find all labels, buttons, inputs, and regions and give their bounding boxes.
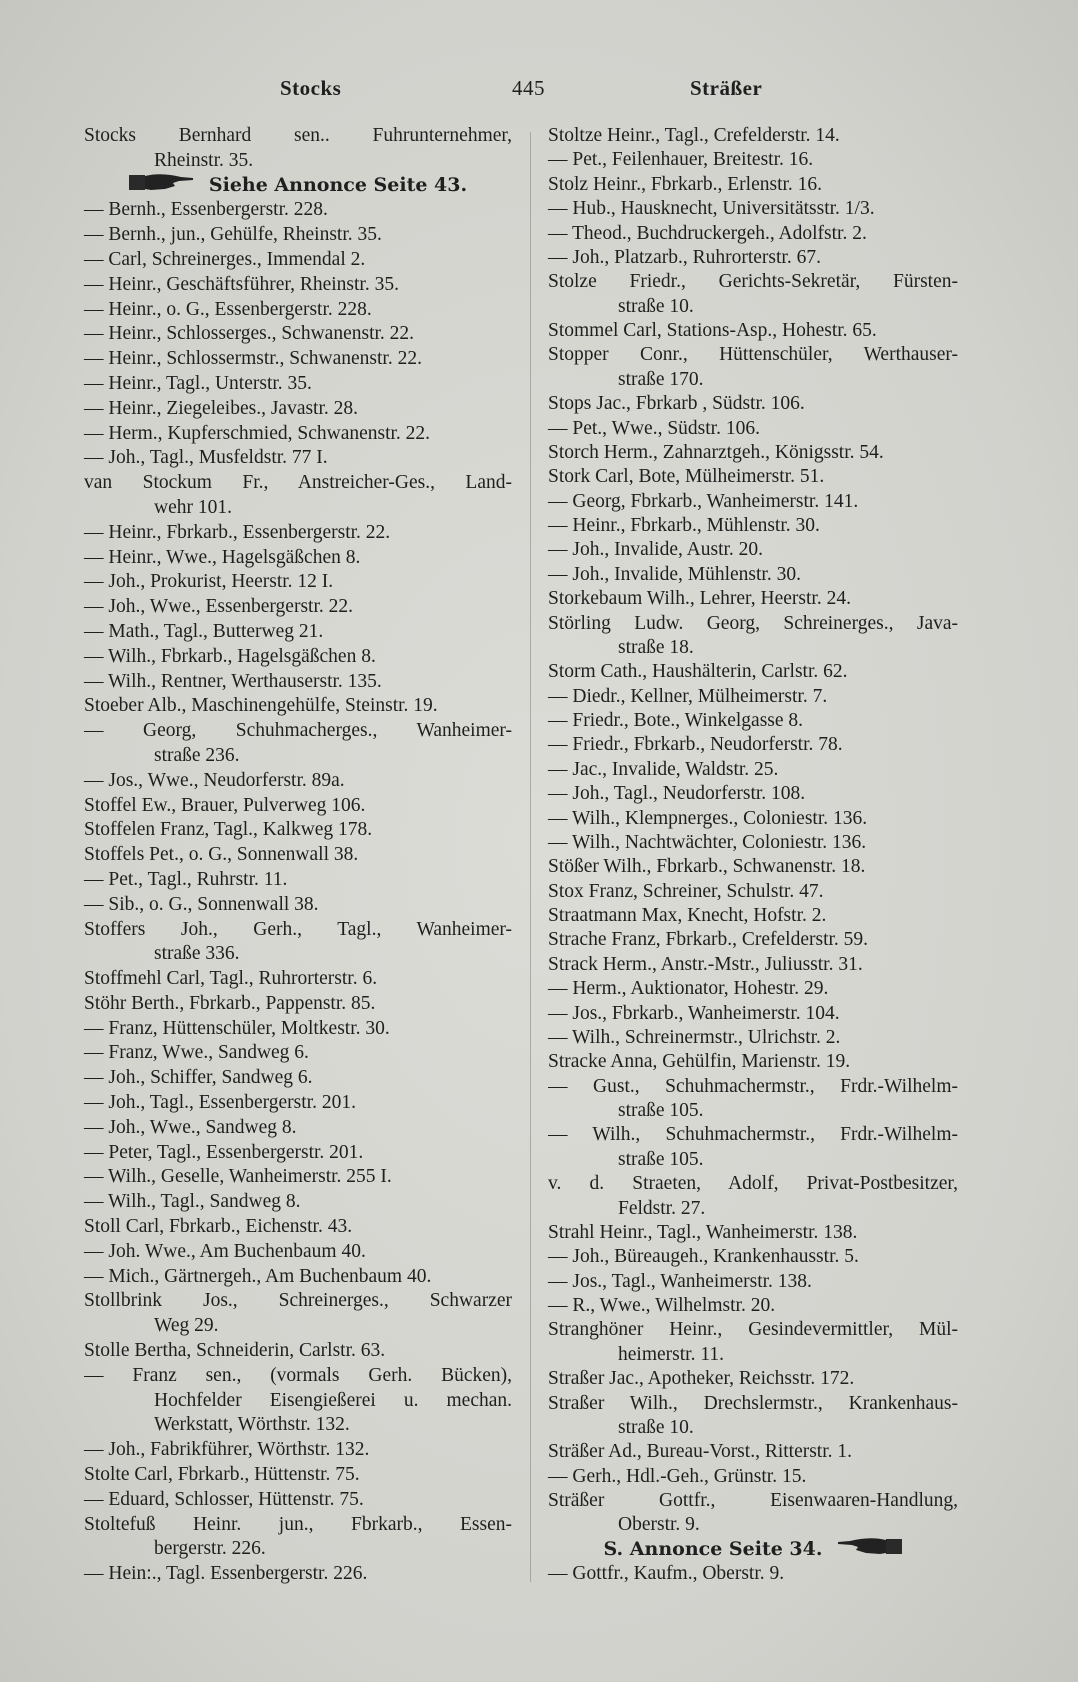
directory-entry: — Jos., Wwe., Neudorferstr. 89a. [84,769,345,791]
directory-entry: Stoeber Alb., Maschinengehülfe, Steinstr. 19. [84,695,438,717]
directory-entry-continuation: Werkstatt, Wörthstr. 132. [154,1414,350,1436]
directory-entry: — Heinr., Fbrkarb., Essenbergerstr. 22. [84,521,391,543]
directory-entry: — Wilh., Rentner, Werthauserstr. 135. [84,670,382,692]
page-number: 445 [512,76,545,100]
directory-entry: — Joh., Wwe., Essenbergerstr. 22. [84,596,353,618]
directory-entry: — Eduard, Schlosser, Hüttenstr. 75. [84,1488,364,1510]
directory-entry: — Bernh., jun., Gehülfe, Rheinstr. 35. [84,224,382,246]
directory-entry: — Wilh., Schreinermstr., Ulrichstr. 2. [548,1026,841,1048]
directory-entry: Stranghöner Heinr., Gesindevermittler, Mül- [548,1319,958,1341]
advertisement-text: S. Annonce Seite 34. [603,1537,823,1560]
directory-entry: — Mich., Gärtnergeh., Am Buchenbaum 40. [84,1265,432,1287]
directory-entry-continuation: straße 105. [618,1100,704,1121]
directory-entry: — Wilh., Schuhmachermstr., Frdr.-Wilhelm- [548,1124,958,1146]
running-head-left: Stocks [280,76,342,100]
directory-entry: — Heinr., o. G., Essenbergerstr. 228. [84,298,372,320]
directory-entry: — Wilh., Geselle, Wanheimerstr. 255 I. [84,1166,392,1188]
running-head-right: Sträßer [690,76,763,100]
directory-entry: — Wilh., Nachtwächter, Coloniestr. 136. [548,831,867,853]
directory-entry: — Pet., Wwe., Südstr. 106. [548,417,760,439]
directory-entry: — Gust., Schuhmachermstr., Frdr.-Wilhelm- [548,1075,958,1097]
directory-entry: — Wilh., Fbrkarb., Hagelsgäßchen 8. [84,645,376,667]
directory-entry: Storm Cath., Haushälterin, Carlstr. 62. [548,661,848,683]
directory-entry: — Sib., o. G., Sonnenwall 38. [84,893,319,915]
directory-entry: — Franz sen., (vormals Gerh. Bücken), [84,1364,512,1386]
pointing-hand-icon [836,1535,902,1563]
directory-entry: — Joh., Platzarb., Ruhrorterstr. 67. [548,246,821,268]
directory-entry: Strack Herm., Anstr.-Mstr., Juliusstr. 31. [548,953,863,975]
directory-entry: Straßer Wilh., Drechslermstr., Krankenhaus- [548,1392,958,1414]
directory-entry-continuation: Feldstr. 27. [618,1197,706,1219]
directory-entry: — Bernh., Essenbergerstr. 228. [84,199,328,221]
directory-entry: — Joh., Tagl., Neudorferstr. 108. [548,783,806,805]
directory-entry: Stolze Friedr., Gerichts-Sekretär, Fürsten- [548,271,958,293]
directory-entry: Strache Franz, Fbrkarb., Crefelderstr. 59. [548,929,869,951]
directory-entry: — Gottfr., Kaufm., Oberstr. 9. [548,1563,785,1585]
directory-entry: Stolte Carl, Fbrkarb., Hüttenstr. 75. [84,1464,360,1486]
directory-entry: — Joh., Tagl., Musfeldstr. 77 I. [84,447,328,469]
directory-entry: — Franz, Wwe., Sandweg 6. [84,1042,309,1064]
directory-entry-continuation: straße 18. [618,636,694,658]
directory-entry: Stöhr Berth., Fbrkarb., Pappenstr. 85. [84,992,376,1014]
directory-entry: — Heinr., Wwe., Hagelsgäßchen 8. [84,546,361,568]
directory-entry: Stoffels Pet., o. G., Sonnenwall 38. [84,844,359,866]
directory-entry: — Carl, Schreinerges., Immendal 2. [84,248,366,270]
directory-entry: — Pet., Tagl., Ruhrstr. 11. [84,868,288,890]
directory-entry: — Hub., Hausknecht, Universitätsstr. 1/3. [548,198,875,220]
directory-entry-continuation: Hochfelder Eisengießerei u. mechan. [154,1389,512,1411]
directory-entry: — Wilh., Klempnerges., Coloniestr. 136. [548,807,868,829]
directory-entry: — Georg, Schuhmacherges., Wanheimer- [84,720,512,742]
directory-entry: Straßer Jac., Apotheker, Reichsstr. 172. [548,1368,855,1390]
directory-entry: Stoffmehl Carl, Tagl., Ruhrorterstr. 6. [84,968,378,990]
directory-entry: — Heinr., Fbrkarb., Mühlenstr. 30. [548,515,820,536]
advertisement-reference [84,174,512,197]
directory-entry: — Heinr., Tagl., Unterstr. 35. [84,372,312,394]
directory-entry: Störling Ludw. Georg, Schreinerges., Java- [548,612,958,634]
advertisement-text: Siehe Annonce Seite 43. [208,173,468,196]
directory-entry: — Theod., Buchdruckergeh., Adolfstr. 2. [548,222,867,244]
directory-entry: — Math., Tagl., Butterweg 21. [84,620,324,642]
directory-entry: — Friedr., Fbrkarb., Neudorferstr. 78. [548,734,843,756]
directory-entry: — Joh., Invalide, Mühlenstr. 30. [548,563,801,585]
directory-entry: — Joh., Prokurist, Heerstr. 12 I. [84,571,334,593]
directory-entry: Stoltze Heinr., Tagl., Crefelderstr. 14. [548,125,840,146]
pointing-hand-icon [129,171,195,199]
advertisement-reference [548,1538,958,1561]
directory-entry: — Friedr., Bote., Winkelgasse 8. [548,710,804,731]
directory-entry: Sträßer Ad., Bureau-Vorst., Ritterstr. 1. [548,1441,853,1463]
directory-entry: — Joh., Wwe., Sandweg 8. [84,1116,297,1138]
directory-entry-continuation: straße 10. [618,1416,694,1438]
directory-entry-continuation: bergerstr. 226. [154,1538,266,1560]
directory-entry: Stopper Conr., Hüttenschüler, Werthauser- [548,344,958,366]
directory-entry: — Joh., Fabrikführer, Wörthstr. 132. [84,1439,370,1461]
directory-entry: Stommel Carl, Stations-Asp., Hohestr. 65. [548,320,877,341]
directory-entry: — Georg, Fbrkarb., Wanheimerstr. 141. [548,490,859,512]
directory-entry: — Gerh., Hdl.-Geh., Grünstr. 15. [548,1465,807,1487]
directory-entry: Straatmann Max, Knecht, Hofstr. 2. [548,905,827,926]
directory-entry-continuation: heimerstr. 11. [618,1343,724,1365]
directory-entry: — Heinr., Ziegeleibes., Javastr. 28. [84,397,359,419]
left-column [84,124,512,1586]
directory-entry: Stolle Bertha, Schneiderin, Carlstr. 63. [84,1340,386,1362]
right-column [548,124,958,1586]
directory-entry: Stops Jac., Fbrkarb , Südstr. 106. [548,393,805,415]
directory-entry: Stork Carl, Bote, Mülheimerstr. 51. [548,466,825,488]
directory-entry: v. d. Straeten, Adolf, Privat-Postbesitzer, [548,1173,958,1195]
directory-entry: Stolz Heinr., Fbrkarb., Erlenstr. 16. [548,173,823,195]
directory-entry: Stoffers Joh., Gerh., Tagl., Wanheimer- [84,918,512,940]
directory-entry: Storch Herm., Zahnarztgeh., Königsstr. 54. [548,441,884,463]
directory-entry: — Jac., Invalide, Waldstr. 25. [548,758,779,780]
directory-entry-continuation: straße 236. [154,744,240,766]
directory-entry: — Franz, Hüttenschüler, Moltkestr. 30. [84,1017,390,1039]
directory-entry: — Herm., Kupferschmied, Schwanenstr. 22. [84,422,431,444]
directory-entry: — Diedr., Kellner, Mülheimerstr. 7. [548,685,828,707]
directory-entry: Sträßer Gottfr., Eisenwaaren-Handlung, [548,1490,958,1511]
directory-entry: Stoffel Ew., Brauer, Pulverweg 106. [84,794,366,816]
directory-entry: — Wilh., Tagl., Sandweg 8. [84,1191,301,1213]
directory-entry: Stollbrink Jos., Schreinerges., Schwarzer [84,1290,512,1312]
directory-entry-continuation: wehr 101. [154,496,232,518]
directory-entry: Stoffelen Franz, Tagl., Kalkweg 178. [84,819,373,841]
directory-entry: — Joh., Tagl., Essenbergerstr. 201. [84,1092,356,1114]
directory-entry: — Hein:., Tagl. Essenbergerstr. 226. [84,1563,368,1585]
directory-entry: — Jos., Fbrkarb., Wanheimerstr. 104. [548,1002,840,1024]
directory-entry: — Heinr., Geschäftsführer, Rheinstr. 35. [84,273,399,295]
directory-entry-continuation: Oberstr. 9. [618,1514,700,1536]
directory-entry: — Joh. Wwe., Am Buchenbaum 40. [84,1240,366,1262]
directory-entry: — R., Wwe., Wilhelmstr. 20. [548,1295,776,1316]
directory-entry-continuation: straße 336. [154,943,240,965]
directory-entry-continuation: straße 10. [618,295,694,317]
directory-entry: — Jos., Tagl., Wanheimerstr. 138. [548,1270,812,1292]
directory-entry: Stößer Wilh., Fbrkarb., Schwanenstr. 18. [548,856,866,878]
directory-entry: Storkebaum Wilh., Lehrer, Heerstr. 24. [548,588,851,610]
directory-entry: Stoltefuß Heinr. jun., Fbrkarb., Essen- [84,1513,512,1535]
directory-entry: — Heinr., Schlosserges., Schwanenstr. 22. [84,323,415,345]
directory-entry: van Stockum Fr., Anstreicher-Ges., Land- [84,472,512,494]
directory-entry: Stocks Bernhard sen.. Fuhrunternehmer, [84,125,512,146]
directory-entry: Stracke Anna, Gehülfin, Marienstr. 19. [548,1051,851,1073]
directory-entry: — Heinr., Schlossermstr., Schwanenstr. 22. [84,348,422,370]
directory-entry-continuation: straße 105. [618,1148,704,1170]
directory-entry: Stox Franz, Schreiner, Schulstr. 47. [548,880,824,902]
directory-entry: — Joh., Büreaugeh., Krankenhausstr. 5. [548,1246,859,1268]
directory-entry: — Joh., Invalide, Austr. 20. [548,539,764,561]
column-divider [530,132,531,1582]
directory-entry: Strahl Heinr., Tagl., Wanheimerstr. 138. [548,1221,858,1243]
directory-entry-continuation: straße 170. [618,368,704,390]
directory-entry-continuation: Weg 29. [154,1315,219,1337]
directory-entry: Stoll Carl, Fbrkarb., Eichenstr. 43. [84,1216,353,1238]
directory-entry-continuation: Rheinstr. 35. [154,149,254,171]
directory-entry: — Herm., Auktionator, Hohestr. 29. [548,978,829,1000]
directory-entry: — Joh., Schiffer, Sandweg 6. [84,1067,313,1089]
directory-entry: — Peter, Tagl., Essenbergerstr. 201. [84,1141,364,1163]
directory-entry: — Pet., Feilenhauer, Breitestr. 16. [548,149,814,171]
